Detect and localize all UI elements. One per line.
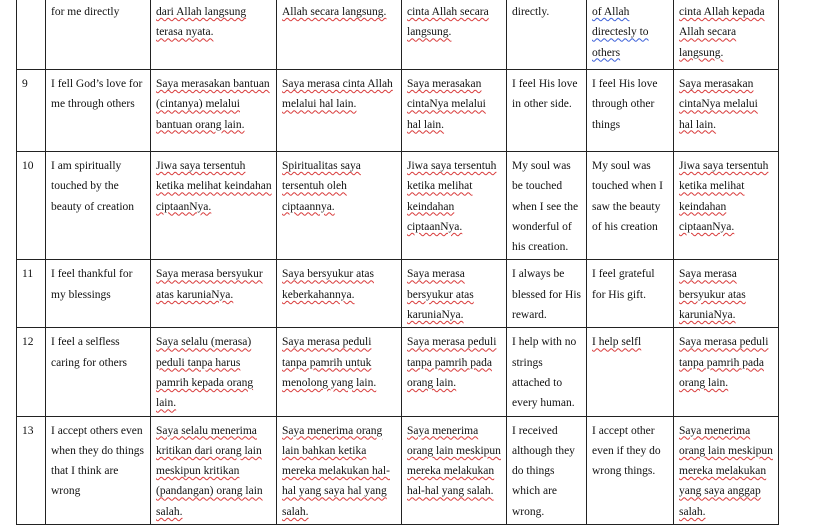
table-row [17, 416, 779, 524]
row-number [17, 0, 46, 70]
back-translation-1: I received although they do things which are wrong. [507, 416, 587, 524]
item-text: I accept others even when they do things that I think are wrong [46, 416, 151, 524]
synthesis-translation: cinta Allah kepada Allah secara langsung. [674, 0, 779, 70]
translation-1: Saya selalu menerima kritikan dari orang lain meskipun kritikan (pandangan) orang lain salah. [151, 416, 277, 524]
table-row [17, 0, 779, 70]
translation-2: Saya menerima orang lain bahkan ketika mereka melakukan hal-hal yang saya hal yang salah. [277, 416, 402, 524]
row-number: 11 [17, 260, 46, 328]
translation-2: Saya merasa cinta Allah melalui hal lain. [277, 70, 402, 152]
synthesis-translation: Saya merasa peduli tanpa pamrih pada orang lain. [674, 328, 779, 416]
back-translation-2: I feel grateful for His gift. [587, 260, 674, 328]
item-text: I fell God’s love for me through others [46, 70, 151, 152]
translation-3: Saya merasa bersyukur atas karuniaNya. [402, 260, 507, 328]
table-row [17, 70, 779, 152]
synthesis-translation: Saya merasa bersyukur atas karuniaNya. [674, 260, 779, 328]
row-number: 13 [17, 416, 46, 524]
translation-3: cinta Allah secara langsung. [402, 0, 507, 70]
synthesis-translation: Saya menerima orang lain meskipun mereka melakukan yang saya anggap salah. [674, 416, 779, 524]
translation-2: Saya bersyukur atas keberkahannya. [277, 260, 402, 328]
back-translation-1: directly. [507, 0, 587, 70]
back-translation-2: of Allah directesly to others [587, 0, 674, 70]
translation-2: Saya merasa peduli tanpa pamrih untuk menolong yang lain. [277, 328, 402, 416]
back-translation-1: I help with no strings attached to every human. [507, 328, 587, 416]
translation-1: dari Allah langsung terasa nyata. [151, 0, 277, 70]
translation-3: Saya merasakan cintaNya melalui hal lain. [402, 70, 507, 152]
item-text: I am spiritually touched by the beauty of creation [46, 152, 151, 260]
back-translation-2: I help selfl [587, 328, 674, 416]
item-text: I feel thankful for my blessings [46, 260, 151, 328]
table-row [17, 152, 779, 260]
translation-1: Saya merasa bersyukur atas karuniaNya. [151, 260, 277, 328]
translation-table [16, 0, 779, 525]
back-translation-1: I feel His love in other side. [507, 70, 587, 152]
back-translation-1: My soul was be touched when I see the wonderful of his creation. [507, 152, 587, 260]
translation-1: Saya selalu (merasa) peduli tanpa harus pamrih kepada orang lain. [151, 328, 277, 416]
table-row [17, 328, 779, 416]
row-number: 9 [17, 70, 46, 152]
translation-3: Saya menerima orang lain meskipun mereka melakukan hal-hal yang salah. [402, 416, 507, 524]
synthesis-translation: Jiwa saya tersentuh ketika melihat keindahan ciptaanNya. [674, 152, 779, 260]
item-text: I feel a selfless caring for others [46, 328, 151, 416]
synthesis-translation: Saya merasakan cintaNya melalui hal lain. [674, 70, 779, 152]
translation-3: Saya merasa peduli tanpa pamrih pada orang lain. [402, 328, 507, 416]
translation-1: Saya merasakan bantuan (cintanya) melalui bantuan orang lain. [151, 70, 277, 152]
translation-1: Jiwa saya tersentuh ketika melihat keindahan ciptaanNya. [151, 152, 277, 260]
back-translation-2: I accept other even if they do wrong things. [587, 416, 674, 524]
table-row [17, 260, 779, 328]
back-translation-1: I always be blessed for His reward. [507, 260, 587, 328]
translation-3: Jiwa saya tersentuh ketika melihat keindahan ciptaanNya. [402, 152, 507, 260]
row-number: 12 [17, 328, 46, 416]
row-number: 10 [17, 152, 46, 260]
back-translation-2: My soul was touched when I saw the beauty of his creation [587, 152, 674, 260]
back-translation-2: I feel His love through other things [587, 70, 674, 152]
translation-2: Spiritualitas saya tersentuh oleh ciptaannya. [277, 152, 402, 260]
translation-2: Allah secara langsung. [277, 0, 402, 70]
item-text: for me directly [46, 0, 151, 70]
